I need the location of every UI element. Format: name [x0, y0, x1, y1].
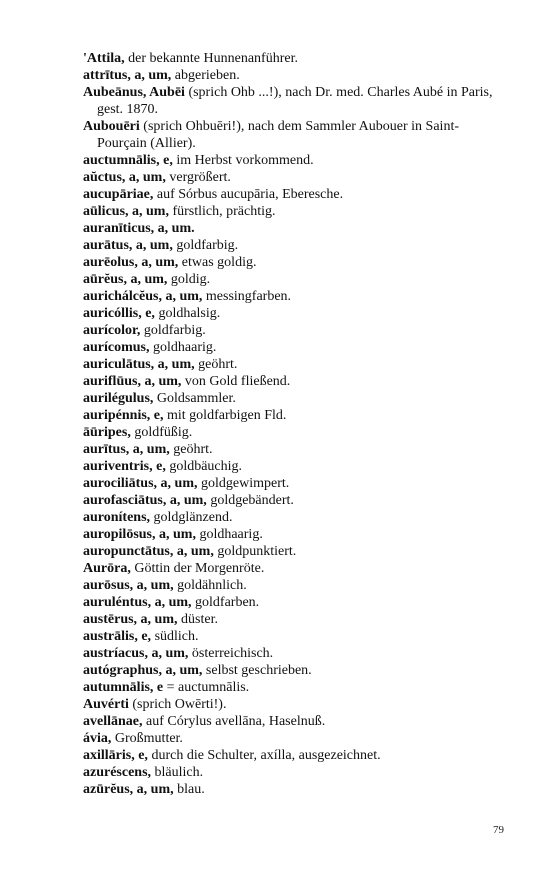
entry-definition: messingfarben.: [202, 289, 292, 304]
entry-headword: autógraphus, a, um,: [83, 663, 203, 678]
entry-headword: auripénnis, e,: [83, 408, 164, 423]
entry-headword: auctumnālis, e,: [83, 153, 173, 168]
entry-headword: austērus, a, um,: [83, 612, 178, 627]
dictionary-entry: [83, 577, 508, 594]
dictionary-entry: [83, 339, 508, 356]
entry-headword: avellānae,: [83, 714, 143, 729]
dictionary-entry: [83, 475, 508, 492]
dictionary-entry: [83, 118, 508, 152]
entry-headword: Aubeānus, Aubēi: [83, 85, 185, 100]
dictionary-entry: [83, 441, 508, 458]
entry-headword: aurofasciātus, a, um,: [83, 493, 207, 508]
dictionary-entry: [83, 764, 508, 781]
dictionary-entry: [83, 322, 508, 339]
entry-definition: Goldsammler.: [153, 391, 236, 406]
entry-headword: Auvérti: [83, 697, 129, 712]
entry-headword: aurōsus, a, um,: [83, 578, 174, 593]
entry-headword: aurichálcĕus, a, um,: [83, 289, 203, 304]
entry-definition: mit goldfarbigen Fld.: [163, 408, 287, 423]
entry-headword: Aurōra,: [83, 561, 131, 576]
entry-definition: goldfüßig.: [130, 425, 193, 440]
entry-headword: axillāris, e,: [83, 748, 148, 763]
entry-headword: aurociliātus, a, um,: [83, 476, 198, 491]
dictionary-entry: [83, 492, 508, 509]
entry-definition: auf Sórbus aucupāria, Eberesche.: [153, 187, 344, 202]
entry-definition: goldhaarig.: [149, 340, 217, 355]
entry-definition: goldgebändert.: [206, 493, 294, 508]
page-number: 79: [493, 824, 504, 836]
dictionary-entry: [83, 237, 508, 254]
dictionary-entry: [83, 594, 508, 611]
entry-headword: ávia,: [83, 731, 112, 746]
dictionary-entry: [83, 84, 508, 118]
entry-definition: goldbäuchig.: [165, 459, 243, 474]
dictionary-entry-list: [83, 50, 508, 798]
dictionary-entry: [83, 458, 508, 475]
entry-definition: (sprich Ohb ...!), nach Dr. med. Charles Aubé in Paris, gest. 1870.: [97, 85, 493, 117]
dictionary-entry: [83, 271, 508, 288]
entry-definition: (sprich Ohbuēri!), nach dem Sammler Aubouer in Saint-Pourçain (Allier).: [97, 119, 459, 151]
entry-headword: autumnālis, e: [83, 680, 164, 695]
dictionary-entry: [83, 696, 508, 713]
dictionary-entry: [83, 645, 508, 662]
entry-headword: austríacus, a, um,: [83, 646, 189, 661]
entry-definition: goldig.: [167, 272, 211, 287]
entry-headword: aurícomus,: [83, 340, 150, 355]
entry-definition: durch die Schulter, axílla, ausgezeichnet.: [147, 748, 381, 763]
dictionary-entry: [83, 560, 508, 577]
dictionary-entry: [83, 526, 508, 543]
entry-definition: goldähnlich.: [173, 578, 247, 593]
dictionary-entry: [83, 67, 508, 84]
entry-definition: auf Córylus avellāna, Haselnuß.: [142, 714, 326, 729]
entry-definition: blau.: [173, 782, 205, 797]
entry-definition: = auctumnālis.: [163, 680, 250, 695]
entry-definition: etwas goldig.: [178, 255, 257, 270]
dictionary-entry: [83, 662, 508, 679]
entry-headword: aurītus, a, um,: [83, 442, 170, 457]
entry-definition: goldhalsig.: [154, 306, 221, 321]
entry-definition: Großmutter.: [111, 731, 183, 746]
entry-definition: geöhrt.: [169, 442, 213, 457]
entry-headword: aurilégulus,: [83, 391, 154, 406]
dictionary-entry: [83, 169, 508, 186]
entry-definition: im Herbst vorkommend.: [172, 153, 314, 168]
entry-headword: Aubouēri: [83, 119, 140, 134]
dictionary-entry: [83, 628, 508, 645]
entry-definition: goldpunktiert.: [213, 544, 297, 559]
dictionary-entry: [83, 509, 508, 526]
dictionary-entry: [83, 424, 508, 441]
entry-headword: auronítens,: [83, 510, 151, 525]
dictionary-entry: [83, 254, 508, 271]
dictionary-entry: [83, 407, 508, 424]
entry-definition: düster.: [177, 612, 218, 627]
dictionary-entry: [83, 50, 508, 67]
dictionary-entry: [83, 679, 508, 696]
dictionary-entry: [83, 730, 508, 747]
entry-headword: 'Attila,: [83, 51, 125, 66]
entry-definition: goldfarbig.: [172, 238, 239, 253]
entry-headword: auranīticus, a, um.: [83, 221, 195, 236]
entry-headword: azūrĕus, a, um,: [83, 782, 174, 797]
entry-headword: auriflūus, a, um,: [83, 374, 182, 389]
entry-definition: bläulich.: [151, 765, 204, 780]
dictionary-entry: [83, 747, 508, 764]
dictionary-entry: [83, 305, 508, 322]
entry-headword: aurātus, a, um,: [83, 238, 173, 253]
entry-definition: vergrößert.: [165, 170, 231, 185]
entry-definition: österreichisch.: [188, 646, 274, 661]
entry-headword: azuréscens,: [83, 765, 152, 780]
dictionary-entry: [83, 356, 508, 373]
dictionary-entry: [83, 713, 508, 730]
entry-headword: aucupāriae,: [83, 187, 154, 202]
dictionary-entry: [83, 543, 508, 560]
entry-definition: selbst geschrieben.: [202, 663, 312, 678]
dictionary-entry: [83, 390, 508, 407]
entry-definition: fürstlich, prächtig.: [168, 204, 276, 219]
entry-headword: aūrĕus, a, um,: [83, 272, 168, 287]
entry-headword: auruléntus, a, um,: [83, 595, 192, 610]
entry-definition: von Gold fließend.: [181, 374, 291, 389]
entry-headword: auriculātus, a, um,: [83, 357, 195, 372]
entry-definition: goldhaarig.: [195, 527, 263, 542]
dictionary-entry: [83, 220, 508, 237]
entry-headword: aurícolor,: [83, 323, 141, 338]
entry-definition: der bekannte Hunnenanführer.: [124, 51, 298, 66]
entry-definition: goldfarbig.: [140, 323, 206, 338]
dictionary-entry: [83, 781, 508, 798]
entry-definition: geöhrt.: [194, 357, 238, 372]
entry-headword: auricóllis, e,: [83, 306, 155, 321]
entry-definition: goldgewimpert.: [197, 476, 290, 491]
entry-definition: goldfarben.: [191, 595, 260, 610]
entry-definition: südlich.: [151, 629, 199, 644]
dictionary-entry: [83, 288, 508, 305]
dictionary-entry: [83, 152, 508, 169]
dictionary-entry: [83, 203, 508, 220]
entry-headword: attrītus, a, um,: [83, 68, 172, 83]
entry-definition: Göttin der Morgenröte.: [130, 561, 265, 576]
entry-definition: (sprich Owērti!).: [128, 697, 227, 712]
entry-headword: auropilōsus, a, um,: [83, 527, 196, 542]
entry-headword: aŭctus, a, um,: [83, 170, 166, 185]
entry-headword: aūlicus, a, um,: [83, 204, 169, 219]
dictionary-entry: [83, 373, 508, 390]
entry-headword: auriventris, e,: [83, 459, 166, 474]
entry-headword: austrālis, e,: [83, 629, 152, 644]
dictionary-entry: [83, 186, 508, 203]
entry-definition: abgerieben.: [171, 68, 240, 83]
entry-headword: auropunctātus, a, um,: [83, 544, 214, 559]
entry-definition: goldglänzend.: [150, 510, 233, 525]
entry-headword: āūripes,: [83, 425, 131, 440]
entry-headword: aurēolus, a, um,: [83, 255, 179, 270]
dictionary-entry: [83, 611, 508, 628]
